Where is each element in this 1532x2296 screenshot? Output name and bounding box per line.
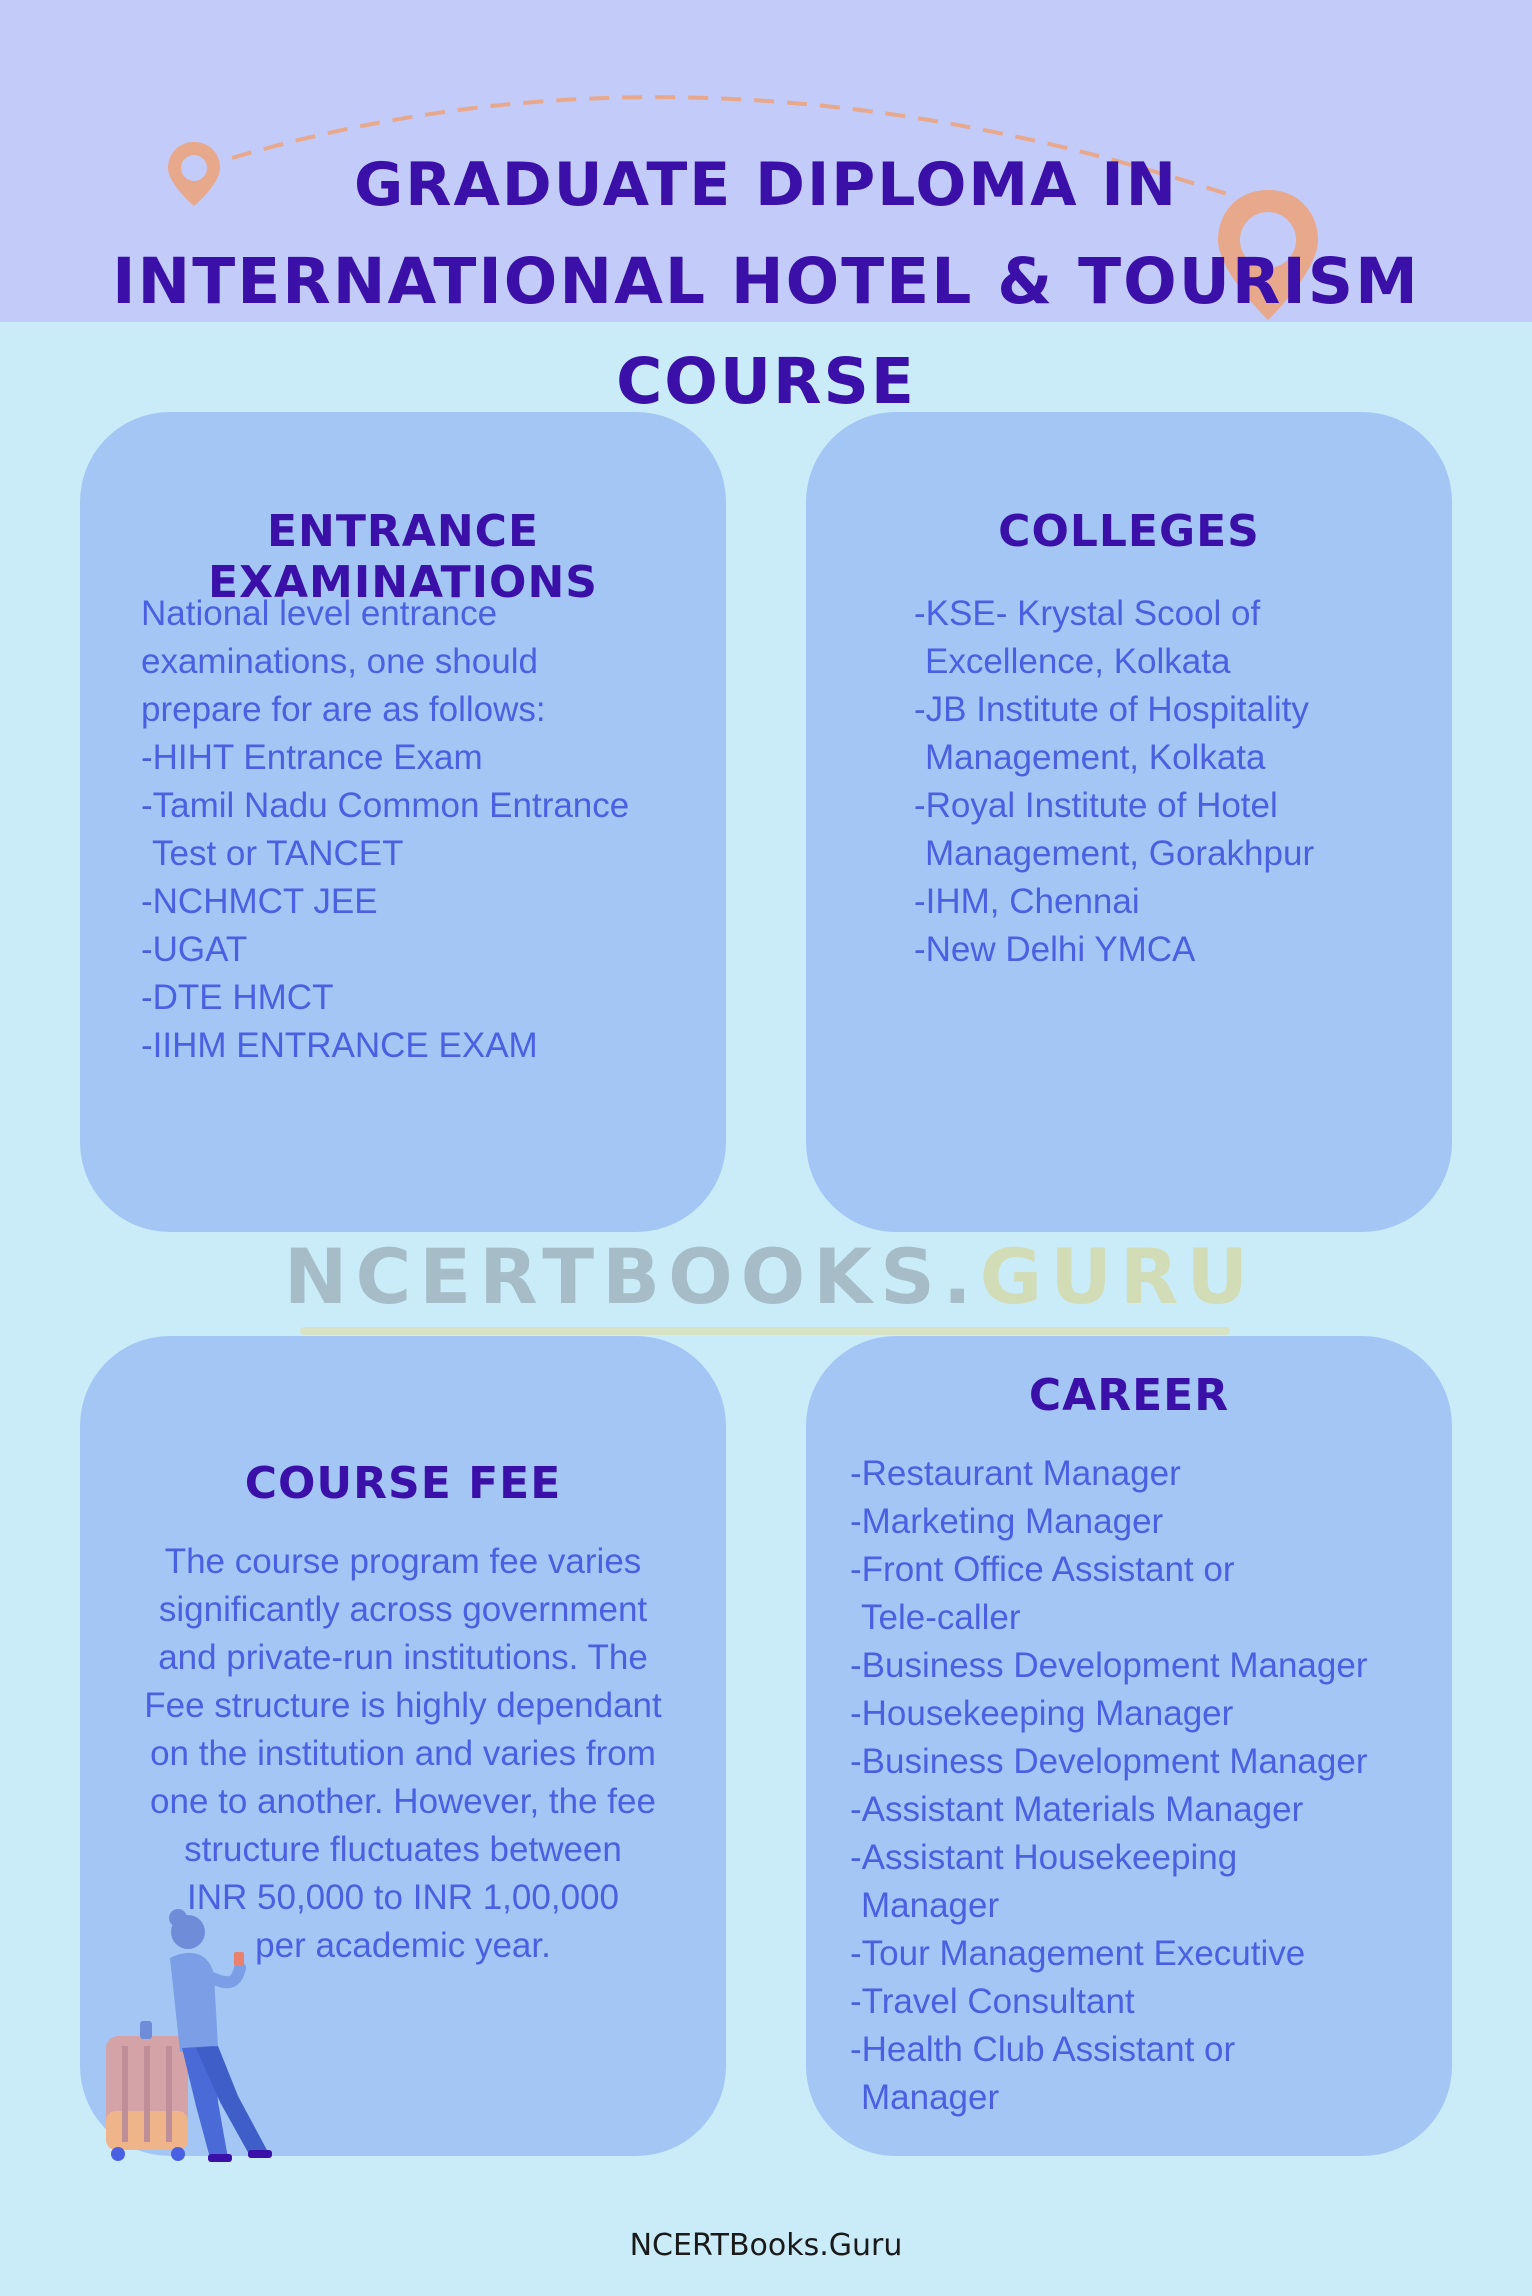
- list-item: Tele-caller: [861, 1598, 1021, 1637]
- list-item: -HIHT Entrance Exam: [141, 738, 483, 777]
- text-line: on the institution and varies from: [150, 1734, 656, 1773]
- list-item: -Front Office Assistant or: [850, 1550, 1235, 1589]
- list-item: -KSE- Krystal Scool of: [914, 594, 1261, 633]
- entrance-body: [141, 590, 629, 1070]
- list-item: -New Delhi YMCA: [914, 930, 1196, 969]
- text-line: Fee structure is highly dependant: [144, 1686, 662, 1725]
- text-line: examinations, one should: [141, 642, 538, 681]
- list-item: Manager: [861, 2078, 1000, 2117]
- list-item: -UGAT: [141, 930, 248, 969]
- course-fee-heading: COURSE FEE: [244, 1458, 562, 1509]
- list-item: -Marketing Manager: [850, 1502, 1164, 1541]
- entrance-heading: ENTRANCE EXAMINATIONS: [208, 506, 598, 608]
- list-item: -JB Institute of Hospitality: [914, 690, 1309, 729]
- list-item: Test or TANCET: [152, 834, 404, 873]
- text-line: INR 50,000 to INR 1,00,000: [187, 1878, 619, 1917]
- list-item: -NCHMCT JEE: [141, 882, 378, 921]
- text-line: one to another. However, the fee: [150, 1782, 656, 1821]
- colleges-heading: COLLEGES: [998, 506, 1260, 557]
- text-line: and private-run institutions. The: [158, 1638, 648, 1677]
- watermark: [230, 1232, 1310, 1321]
- traveler-with-suitcase-illustration: [100, 1906, 300, 2166]
- watermark-underline: [300, 1327, 1230, 1335]
- list-item: -IIHM ENTRANCE EXAM: [141, 1026, 538, 1065]
- text-line: significantly across government: [158, 1590, 648, 1629]
- list-item: -Housekeeping Manager: [850, 1694, 1234, 1733]
- watermark-text-accent: GURU: [979, 1232, 1257, 1321]
- list-item: Manager: [861, 1886, 1000, 1925]
- list-item: -Business Development Manager: [850, 1646, 1368, 1685]
- page-title-line1: GRADUATE DIPLOMA IN: [354, 150, 1178, 220]
- list-item: -Restaurant Manager: [850, 1454, 1181, 1493]
- colleges-body: [914, 590, 1314, 974]
- text-line: National level entrance: [141, 594, 498, 633]
- list-item: -Tamil Nadu Common Entrance: [141, 786, 630, 825]
- list-item: -Assistant Materials Manager: [850, 1790, 1304, 1829]
- list-item: -Tour Management Executive: [850, 1934, 1306, 1973]
- list-item: -IHM, Chennai: [914, 882, 1140, 921]
- list-item: -DTE HMCT: [141, 978, 334, 1017]
- text-line: The course program fee varies: [164, 1542, 642, 1581]
- list-item: -Health Club Assistant or: [850, 2030, 1236, 2069]
- list-item: Excellence, Kolkata: [925, 642, 1231, 681]
- page-title-line2: INTERNATIONAL HOTEL & TOURISM COURSE: [112, 245, 1420, 418]
- colleges-card: [806, 412, 1452, 1232]
- list-item: -Business Development Manager: [850, 1742, 1368, 1781]
- list-item: Management, Gorakhpur: [925, 834, 1315, 873]
- list-item: Management, Kolkata: [925, 738, 1266, 777]
- career-heading: CAREER: [1028, 1370, 1230, 1421]
- text-line: prepare for are as follows:: [141, 690, 546, 729]
- footer-site-link[interactable]: NCERTBooks.Guru: [629, 2228, 903, 2263]
- career-body: [850, 1450, 1367, 2122]
- list-item: -Travel Consultant: [850, 1982, 1135, 2021]
- text-line: structure fluctuates between: [184, 1830, 622, 1869]
- entrance-card: [80, 412, 726, 1232]
- watermark-text: NCERTBOOKS.: [283, 1232, 980, 1321]
- text-line: per academic year.: [255, 1926, 551, 1965]
- list-item: -Royal Institute of Hotel: [914, 786, 1278, 825]
- career-card: [806, 1336, 1452, 2156]
- list-item: -Assistant Housekeeping: [850, 1838, 1238, 1877]
